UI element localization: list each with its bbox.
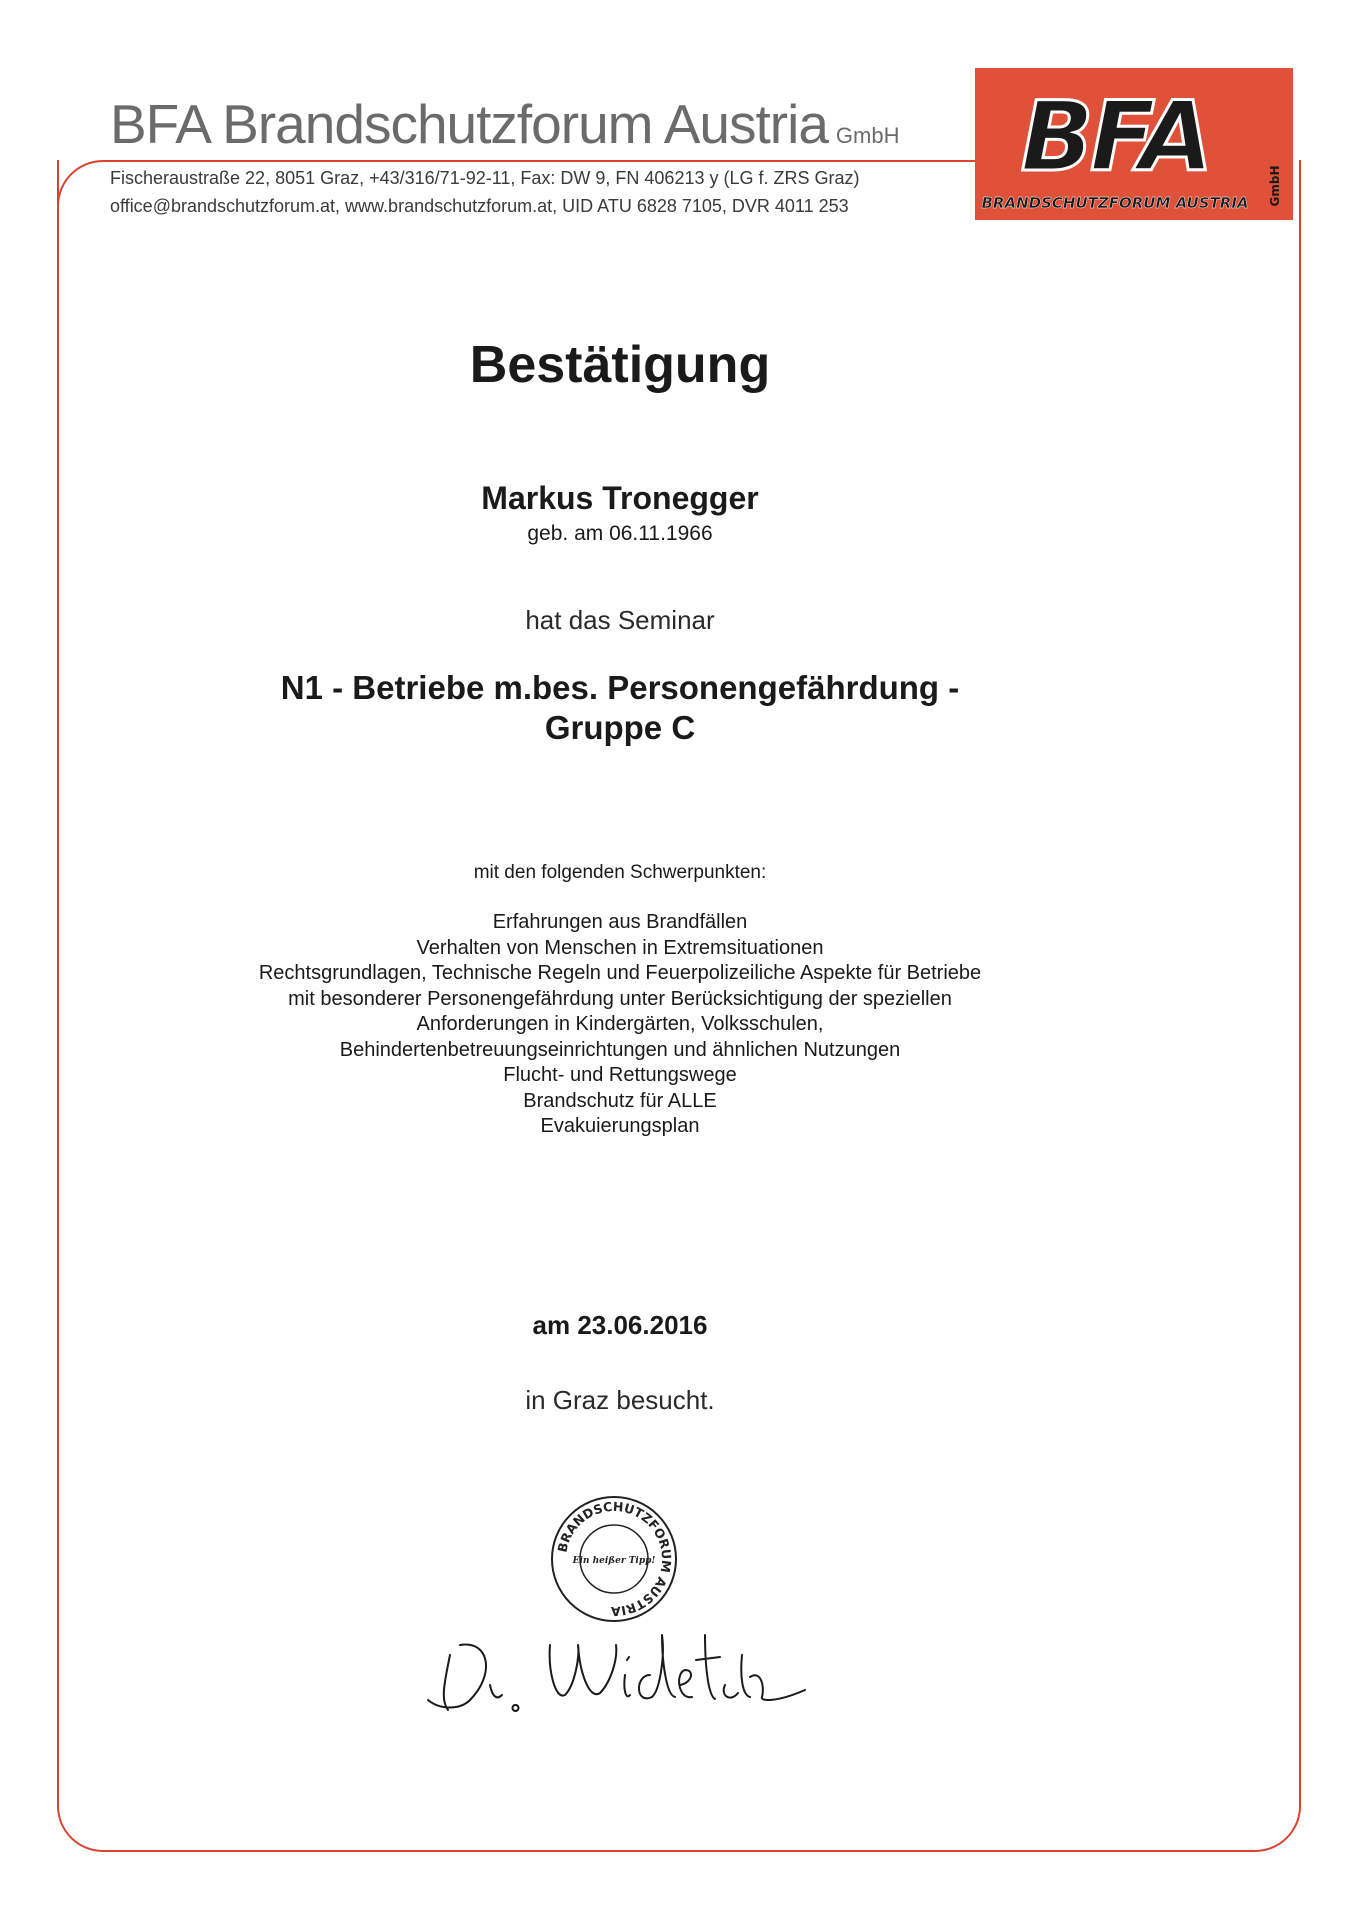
birth-date: geb. am 06.11.1966 bbox=[527, 522, 713, 545]
stamp-ring-text: BRANDSCHUTZFORUM AUSTRIA bbox=[554, 1498, 675, 1620]
participant-name: Markus Tronegger bbox=[481, 480, 759, 516]
topic-item: Rechtsgrundlagen, Technische Regeln und Feuerpolizeiliche Aspekte für Betriebe bbox=[258, 962, 982, 984]
seminar-title-line-1: N1 - Betriebe m.bes. Personengefährdung - bbox=[280, 669, 960, 706]
certificate-title: Bestätigung bbox=[469, 336, 771, 394]
logo-letters: BFA bbox=[1020, 81, 1210, 193]
company-name bbox=[110, 92, 899, 156]
topic-item: Brandschutz für ALLE bbox=[523, 1089, 717, 1112]
company-name-text: BFA Brandschutzforum Austria bbox=[110, 93, 828, 155]
signature bbox=[420, 1615, 820, 1725]
topic-item: mit besonderer Personengefährdung unter Berücksichtigung der speziellen bbox=[288, 987, 952, 1010]
topic-item: Flucht- und Rettungswege bbox=[503, 1064, 737, 1086]
company-suffix: GmbH bbox=[835, 123, 900, 148]
logo-side-text: GmbH bbox=[1268, 165, 1282, 207]
intro-text: hat das Seminar bbox=[525, 605, 715, 635]
topic-item: Anforderungen in Kindergärten, Volksschulen, bbox=[416, 1013, 824, 1035]
address-line-2: office@brandschutzforum.at, www.brandschutzforum.at, UID ATU 6828 7105, DVR 4011 253 bbox=[110, 196, 849, 216]
seminar-title bbox=[0, 668, 1240, 748]
topics-list bbox=[0, 910, 1240, 1140]
seminar-place: in Graz besucht. bbox=[525, 1385, 715, 1415]
logo-tagline: BRANDSCHUTZFORUM AUSTRIA bbox=[981, 194, 1249, 212]
topic-item: Erfahrungen aus Brandfällen bbox=[492, 911, 748, 933]
topics-lead: mit den folgenden Schwerpunkten: bbox=[473, 862, 767, 883]
frame-top-line bbox=[104, 160, 976, 162]
bfa-logo bbox=[975, 68, 1293, 220]
topic-item: Verhalten von Menschen in Extremsituationen bbox=[416, 936, 824, 959]
stamp-inner-text: Ein heißer Tipp! bbox=[572, 1556, 656, 1566]
address-line-1: Fischeraustraße 22, 8051 Graz, +43/316/71-92-11, Fax: DW 9, FN 406213 y (LG f. ZRS Graz) bbox=[110, 168, 860, 188]
seminar-date: am 23.06.2016 bbox=[532, 1310, 708, 1340]
topic-item: Behindertenbetreuungseinrichtungen und ähnlichen Nutzungen bbox=[339, 1038, 901, 1061]
seminar-title-line-2: Gruppe C bbox=[544, 709, 696, 746]
topic-item: Evakuierungsplan bbox=[540, 1115, 700, 1137]
brandschutzforum-stamp bbox=[548, 1493, 680, 1625]
